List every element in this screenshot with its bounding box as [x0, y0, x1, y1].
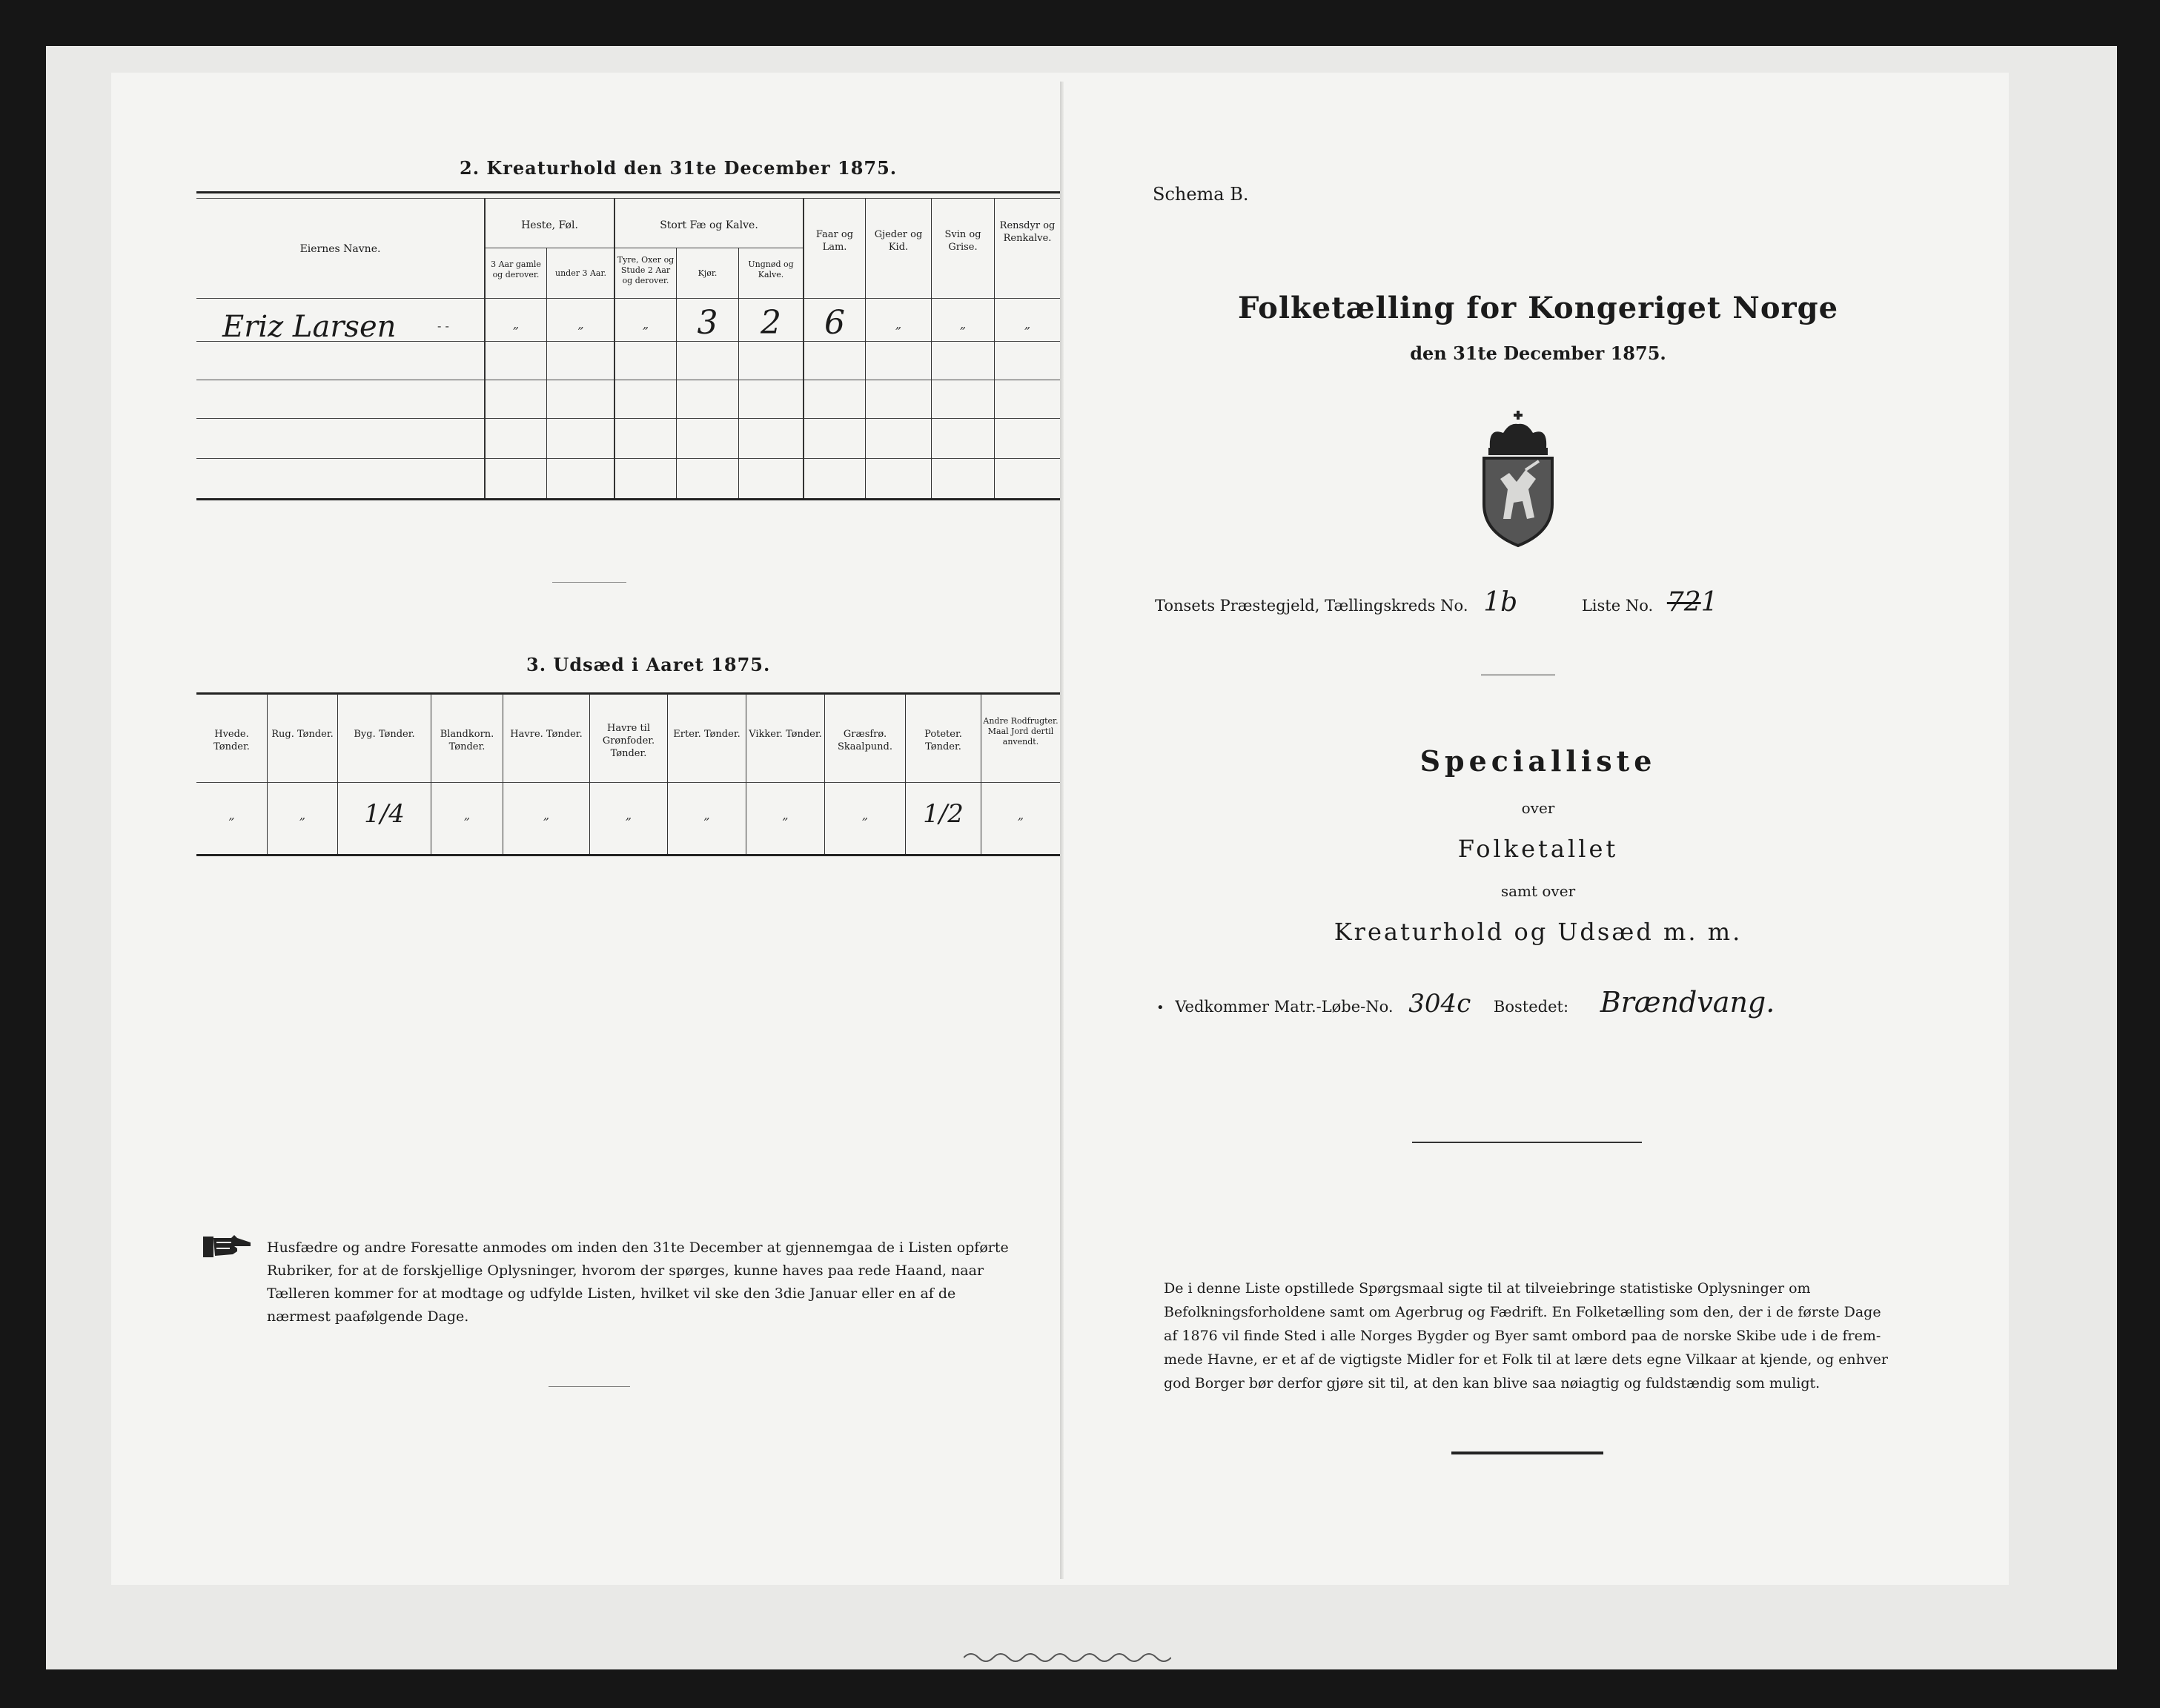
page-fold	[1060, 82, 1064, 1579]
value-kjor: 3	[697, 304, 718, 342]
col-hvede: Hvede. Tønder.	[213, 729, 250, 752]
value-byg: 1/4	[364, 799, 405, 829]
col-erter: Erter. Tønder.	[673, 729, 741, 740]
col-gjeder: Gjeder og Kid.	[874, 229, 923, 253]
col-graesfro: Græsfrø. Skaalpund.	[838, 729, 892, 752]
bottom-squiggle-mark	[964, 1650, 1171, 1665]
liste-label: Liste No.	[1581, 597, 1654, 615]
value-havre-gronfoder: „	[625, 808, 632, 822]
table3-top-rule	[196, 692, 1060, 695]
cattle-col-kjor: Kjør.	[698, 268, 718, 278]
bosted-value: Brændvang.	[1600, 986, 1775, 1019]
notice-paragraph: Husfædre og andre Foresatte anmodes om inden den 31te December at gjennemgaa de i Listen opførte Rubriker, for at de forskjellige Oplysninger, hvorom der spørges, kunne haves paa rede Haand, naar Tælleren kommer for at modtage og udfylde Listen, hvilket vil ske den 3die Januar eller en af de nærmest paafølgende Dage.	[267, 1239, 1009, 1325]
col-vikker: Vikker. Tønder.	[749, 729, 822, 740]
cattle-group-header: Stort Fæ og Kalve.	[660, 219, 758, 231]
horse-col-3aar: 3 Aar gamle og derover.	[491, 259, 541, 279]
value-vikker: „	[782, 808, 789, 822]
rule-medium	[1412, 1142, 1642, 1143]
section2-title: 2. Kreaturhold den 31te December 1875.	[460, 157, 898, 179]
col-poteter: Poteter. Tønder.	[924, 729, 962, 752]
table2-bottom-rule	[196, 498, 1060, 500]
folketallet-heading: Folketallet	[1457, 835, 1619, 863]
col-havre: Havre. Tønder.	[510, 729, 583, 740]
value-erter: „	[703, 808, 710, 822]
table3-header-rule	[196, 782, 1060, 783]
col-rensdyr: Rensdyr og Renkalve.	[999, 220, 1056, 244]
left-bottom-mark	[549, 1386, 630, 1387]
value-poteter: 1/2	[923, 799, 964, 829]
horses-group-header: Heste, Føl.	[521, 219, 578, 231]
value-hvede: „	[228, 808, 235, 822]
col-rug: Rug. Tønder.	[271, 729, 334, 740]
schema-label: Schema B.	[1153, 184, 1249, 205]
col-byg: Byg. Tønder.	[354, 729, 415, 740]
main-subtitle: den 31te December 1875.	[1410, 342, 1666, 364]
value-rensdyr: „	[1024, 317, 1031, 331]
samt-over-text: samt over	[1500, 882, 1576, 900]
specialliste-heading: Specialliste	[1419, 744, 1657, 778]
horse-col-under3: under 3 Aar.	[554, 268, 607, 278]
kreaturhold-heading: Kreaturhold og Udsæd m. m.	[1334, 918, 1743, 946]
rule-bottom-right	[1451, 1452, 1603, 1454]
liste-no: 1	[1700, 587, 1718, 618]
matr-label: Vedkommer Matr.-Løbe-No.	[1175, 998, 1394, 1016]
value-andre-rodfrugter: „	[1017, 808, 1024, 822]
value-faar: 6	[824, 304, 845, 342]
value-svin: „	[959, 317, 967, 331]
value-blandkorn: „	[463, 808, 471, 822]
value-gjeder: „	[895, 317, 902, 331]
value-havre: „	[543, 808, 550, 822]
col-havre-gronfoder: Havre til Grønfoder. Tønder.	[602, 723, 655, 759]
col-andre-rodfrugter: Andre Rodfrugter. Maal Jord dertil anvendt.	[983, 716, 1059, 747]
over-text: over	[1521, 799, 1555, 817]
value-graesfro: „	[861, 808, 869, 822]
col-blandkorn: Blandkorn. Tønder.	[440, 729, 494, 752]
value-tyre: „	[642, 317, 649, 331]
owner-name: Eriz Larsen	[222, 310, 397, 344]
value-rug: „	[299, 808, 306, 822]
cattle-col-tyre: Tyre, Oxer og Stude 2 Aar og derover.	[617, 255, 675, 285]
main-title: Folketælling for Kongeriget Norge	[1237, 291, 1839, 325]
footer-paragraph: De i denne Liste opstillede Spørgsmaal sigte til at tilveiebringe statistiske Oplysninger om Befolkningsforholdene samt om Agerbrug og Fædrift. En Folketælling som den, der i de første Dage af 1876 vil finde Sted i alle Norges Bygder og Byer samt ombord paa de norske Skibe ude i de frem- mede Havne, er et af de vigtigste Midler for et Folk til at lære dets egne Vilkaar at kjende, og enhver god Borger bør derfor gjøre sit til, at den kan blive saa nøiagtig og fuldstændig som muligt.	[1164, 1280, 1888, 1391]
owner-header: Eiernes Navne.	[299, 243, 381, 255]
cattle-col-ungnod: Ungnød og Kalve.	[748, 259, 794, 279]
table3-bottom-rule	[196, 854, 1060, 856]
matr-no: 304c	[1408, 989, 1471, 1019]
col-svin: Svin og Grise.	[944, 229, 981, 253]
table2-top-rule	[196, 191, 1060, 193]
value-ungnod: 2	[761, 304, 781, 342]
value-horse-3aar: „	[512, 317, 520, 331]
district-line: Tonsets Præstegjeld, Tællingskreds No. 1b Liste No. 721	[1155, 587, 1718, 618]
value-horse-under3: „	[577, 317, 584, 331]
kreds-no: 1b	[1483, 587, 1518, 618]
section3-title: 3. Udsæd i Aaret 1875.	[526, 654, 771, 675]
district-label: Tonsets Præstegjeld, Tællingskreds No.	[1155, 597, 1468, 615]
pointing-hand-icon	[202, 1232, 254, 1260]
matr-line: • Vedkommer Matr.-Løbe-No. 304c Bostedet: Brændvang.	[1156, 986, 1775, 1019]
col-faar: Faar og Lam.	[815, 229, 854, 253]
separator-short	[552, 582, 626, 583]
bosted-label: Bostedet:	[1493, 998, 1569, 1016]
coat-of-arms-icon	[1474, 408, 1563, 549]
